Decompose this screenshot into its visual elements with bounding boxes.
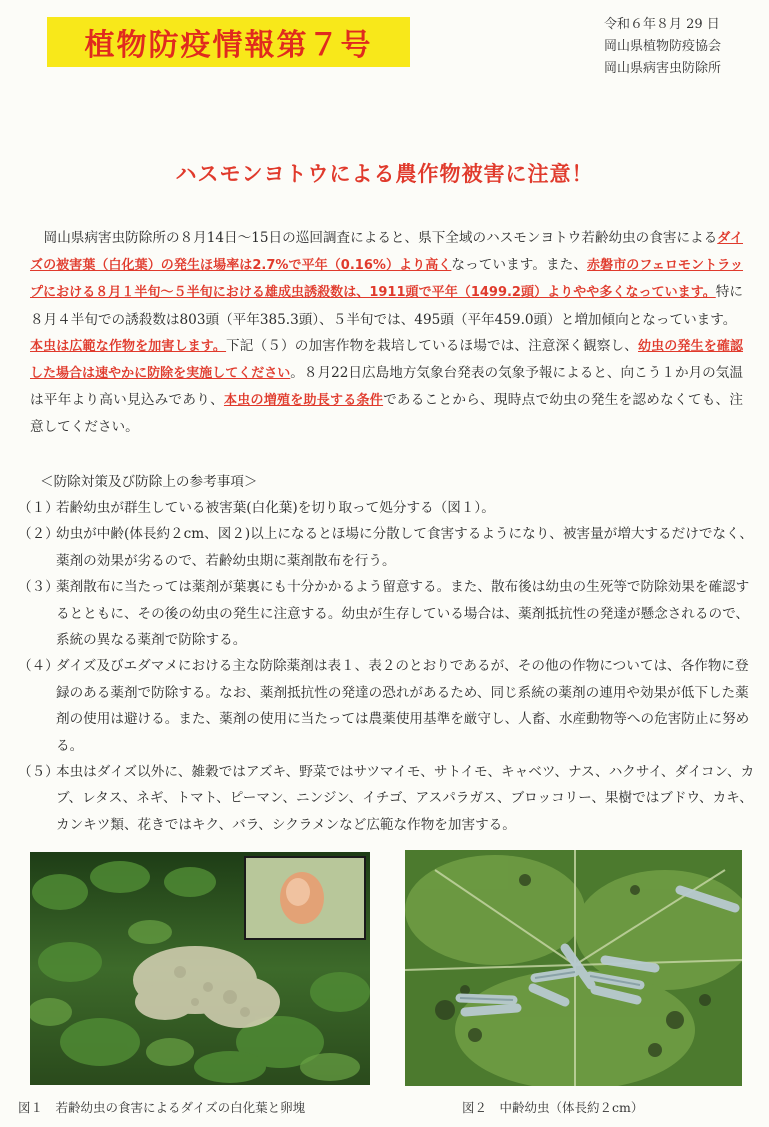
- highlight-damage-rate: ダイズの被害葉（白化葉）の発生ほ場率は2.7%で平年（0.16%）より高く: [30, 231, 743, 274]
- measures-list: [18, 495, 758, 838]
- figure2-photo: [405, 850, 742, 1086]
- paragraph-survey: 岡山県病害虫防除所の８月14日～15日の巡回調査によると、県下全域のハスモンヨトウ若齢幼虫の食害によるダイズの被害葉（白化葉）の発生ほ場率は2.7%で平年（0.16%）より高くなっています。また、赤磐市のフェロモントラップにおける８月１半旬～５半旬における雄成虫誘殺数は、1911頭で平年（1499.2頭）よりやや多くなっています。特に８月４半旬での誘殺数は803頭（平年385.3頭）、５半旬では、495頭（平年459.0頭）と増加傾向となっています。: [30, 230, 744, 328]
- highlight-control-action: 幼虫の発生を確認した場合は速やかに防除を実施してください: [30, 338, 743, 382]
- issuer-association: 岡山県植物防疫協会: [603, 39, 721, 54]
- issue-date: 令和６年８月 29 日: [603, 17, 720, 32]
- bulletin-title: 植物防疫情報第７号: [84, 28, 373, 63]
- list-item: （２） 幼虫が中齢(体長約２cm、図２)以上になるとほ場に分散して食害するようになり、被害量が増大するだけでなく、薬剤の効果が劣るので、若齢幼虫期に薬剤散布を行う。: [18, 526, 753, 569]
- bulletin-title-badge: [47, 17, 410, 67]
- list-item: （４） ダイズ及びエダマメにおける主な防除薬剤は表１、表２のとおりであるが、その他の作物については、各作物に登録のある薬剤で防除する。なお、薬剤抵抗性の発達の恐れがあるため、同じ系統の薬剤の連用や効果が低下した薬剤の使用は避ける。また、薬剤の使用に当たっては農薬使用基準を厳守し、人畜、水産動物等への危害防止に努める。: [18, 658, 750, 754]
- highlight-wide-host: 本虫は広範な作物を加害します。: [30, 338, 227, 354]
- issuer-block: [604, 14, 721, 80]
- list-item: （１） 若齢幼虫が群生している被害葉(白化葉)を切り取って処分する（図１）。: [18, 500, 495, 516]
- section-heading: ＜防除対策及び防除上の参考事項＞: [40, 474, 258, 490]
- paragraph-warning: 本虫は広範な作物を加害します。下記（５）の加害作物を栽培しているほ場では、注意深く観察し、幼虫の発生を確認した場合は速やかに防除を実施してください。８月22日広島地方気象台発表の気象予報によると、向こう１か月の気温は平年より高い見込みであり、本虫の増殖を助長する条件であることから、現時点で幼虫の発生を認めなくても、注意してください。: [30, 337, 744, 436]
- figure1-caption: 図１ 若齢幼虫の食害によるダイズの白化葉と卵塊: [18, 1100, 306, 1115]
- larvae-on-leaf-image: [405, 850, 742, 1086]
- figure2-caption: 図２ 中齢幼虫（体長約２cm）: [462, 1100, 644, 1115]
- body-text: [30, 225, 743, 441]
- page-headline: ハスモンヨトウによる農作物被害に注意！: [175, 162, 594, 186]
- list-item: （３） 薬剤散布に当たっては薬剤が葉裏にも十分かかるよう留意する。また、散布後は幼虫の生死等で防除効果を確認するとともに、その後の幼虫の発生に注意する。幼虫が生存している場合は、薬剤抵抗性の発達が懸念されるので、系統の異なる薬剤で防除する。: [18, 579, 750, 649]
- highlight-conditions: 本虫の増殖を助長する条件: [223, 393, 384, 409]
- list-item: （５） 本虫はダイズ以外に、雑穀ではアズキ、野菜ではサツマイモ、サトイモ、キャベツ、ナス、ハクサイ、ダイコン、カブ、レタス、ネギ、トマト、ピーマン、ニンジン、イチゴ、アスパラガス、ブロッコリー、果樹ではブドウ、カキ、カンキツ類、花きではキク、バラ、シクラメンなど広範な作物を加害する。: [18, 764, 755, 833]
- highlight-trap-count: 赤磐市のフェロモントラップにおける８月１半旬～５半旬における雄成虫誘殺数は、1911頭で平年（1499.2頭）よりやや多くなっています。: [30, 258, 744, 301]
- issuer-office: 岡山県病害虫防除所: [603, 61, 721, 76]
- soybean-damage-image: [30, 852, 370, 1085]
- figure1-photo: [30, 852, 370, 1085]
